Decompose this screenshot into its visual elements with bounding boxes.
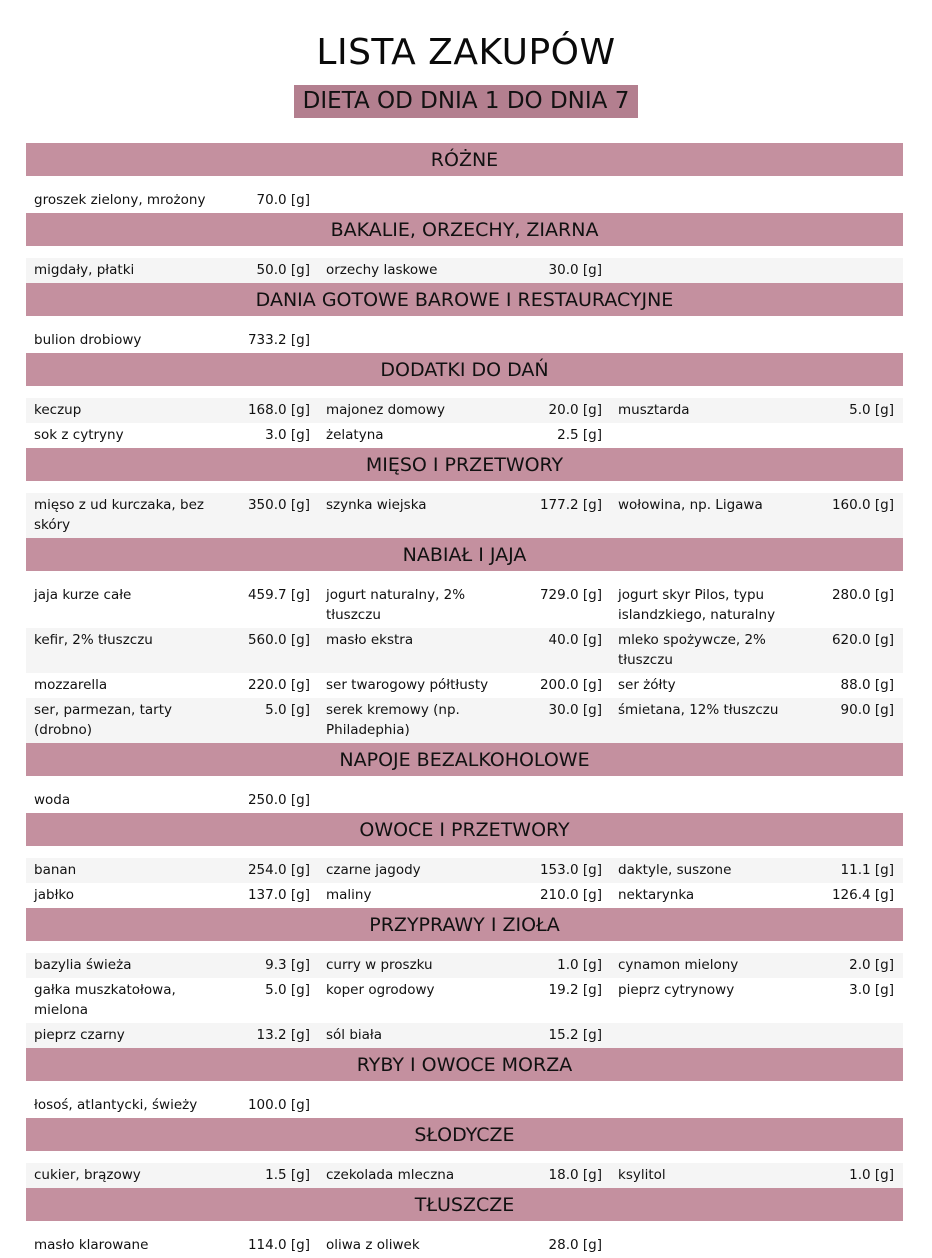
item-name: pieprz cytrynowy	[618, 982, 735, 998]
list-item	[610, 585, 902, 625]
section-spacer	[26, 386, 903, 398]
item-quantity: 137.0 [g]	[247, 887, 310, 903]
list-item	[318, 980, 610, 1020]
item-quantity: 250.0 [g]	[247, 792, 310, 808]
section-header: NABIAŁ I JAJA	[26, 538, 903, 571]
table-row	[26, 1093, 903, 1118]
item-quantity: 254.0 [g]	[247, 862, 310, 878]
list-item	[318, 425, 610, 445]
item-quantity: 5.0 [g]	[265, 982, 310, 998]
table-row	[26, 583, 903, 628]
list-item	[26, 260, 318, 280]
item-name: jogurt skyr Pilos, typu islandzkiego, naturalny	[618, 587, 776, 623]
section-header: DODATKI DO DAŃ	[26, 353, 903, 386]
list-item	[26, 190, 318, 210]
page-title: LISTA ZAKUPÓW	[316, 32, 616, 73]
list-item	[610, 1165, 902, 1185]
list-item	[26, 1095, 318, 1115]
item-name: bulion drobiowy	[34, 332, 142, 348]
list-item	[26, 1235, 318, 1255]
list-item	[318, 700, 610, 740]
diet-range-subtitle: DIETA OD DNIA 1 DO DNIA 7	[294, 85, 639, 118]
section-header: RYBY I OWOCE MORZA	[26, 1048, 903, 1081]
list-item	[26, 330, 318, 350]
item-name: masło ekstra	[326, 632, 414, 648]
subtitle-wrapper	[0, 85, 932, 118]
item-quantity: 3.0 [g]	[265, 427, 310, 443]
table-row	[26, 188, 903, 213]
list-item	[318, 955, 610, 975]
item-quantity: 5.0 [g]	[849, 402, 894, 418]
list-item	[610, 955, 902, 975]
item-quantity: 560.0 [g]	[247, 632, 310, 648]
section-spacer	[26, 316, 903, 328]
item-name: mozzarella	[34, 677, 108, 693]
item-name: szynka wiejska	[326, 497, 427, 513]
list-item	[318, 1025, 610, 1045]
item-quantity: 30.0 [g]	[548, 702, 602, 718]
list-item	[26, 980, 318, 1020]
item-quantity: 13.2 [g]	[256, 1027, 310, 1043]
item-quantity: 729.0 [g]	[539, 587, 602, 603]
section-header: MIĘSO I PRZETWORY	[26, 448, 903, 481]
list-item	[26, 425, 318, 445]
section-header: SŁODYCZE	[26, 1118, 903, 1151]
section-header: TŁUSZCZE	[26, 1188, 903, 1221]
item-quantity: 40.0 [g]	[548, 632, 602, 648]
list-item	[610, 885, 902, 905]
list-item	[610, 700, 902, 740]
item-name: gałka muszkatołowa, mielona	[34, 982, 176, 1018]
item-quantity: 2.5 [g]	[557, 427, 602, 443]
item-name: daktyle, suszone	[618, 862, 732, 878]
item-name: masło klarowane	[34, 1237, 149, 1253]
table-row	[26, 398, 903, 423]
item-quantity: 160.0 [g]	[831, 497, 894, 513]
item-name: jogurt naturalny, 2% tłuszczu	[326, 587, 466, 623]
item-quantity: 28.0 [g]	[548, 1237, 602, 1253]
list-item	[26, 495, 318, 535]
item-quantity: 350.0 [g]	[247, 497, 310, 513]
table-row	[26, 258, 903, 283]
item-name: woda	[34, 792, 71, 808]
list-item	[610, 630, 902, 670]
section-header: NAPOJE BEZALKOHOLOWE	[26, 743, 903, 776]
item-quantity: 200.0 [g]	[539, 677, 602, 693]
item-name: keczup	[34, 402, 82, 418]
list-item	[26, 1165, 318, 1185]
item-quantity: 3.0 [g]	[849, 982, 894, 998]
item-name: ksylitol	[618, 1167, 666, 1183]
item-quantity: 19.2 [g]	[548, 982, 602, 998]
item-name: ser twarogowy półtłusty	[326, 677, 489, 693]
item-quantity: 210.0 [g]	[539, 887, 602, 903]
item-name: migdały, płatki	[34, 262, 135, 278]
list-item	[26, 790, 318, 810]
section-spacer	[26, 1151, 903, 1163]
list-item	[26, 585, 318, 625]
list-item	[318, 260, 610, 280]
table-row	[26, 328, 903, 353]
item-quantity: 15.2 [g]	[548, 1027, 602, 1043]
list-item	[610, 495, 902, 535]
list-item	[318, 630, 610, 670]
section-spacer	[26, 176, 903, 188]
item-quantity: 90.0 [g]	[840, 702, 894, 718]
table-row	[26, 788, 903, 813]
list-item	[610, 860, 902, 880]
list-item	[610, 400, 902, 420]
item-quantity: 18.0 [g]	[548, 1167, 602, 1183]
section-spacer	[26, 941, 903, 953]
section-header: DANIA GOTOWE BAROWE I RESTAURACYJNE	[26, 283, 903, 316]
item-quantity: 50.0 [g]	[256, 262, 310, 278]
item-name: ser, parmezan, tarty (drobno)	[34, 702, 172, 738]
item-name: majonez domowy	[326, 402, 445, 418]
item-quantity: 733.2 [g]	[247, 332, 310, 348]
table-row	[26, 883, 903, 908]
item-name: łosoś, atlantycki, świeży	[34, 1097, 198, 1113]
list-item	[26, 700, 318, 740]
table-row	[26, 1163, 903, 1188]
item-name: jabłko	[34, 887, 75, 903]
item-quantity: 1.0 [g]	[849, 1167, 894, 1183]
list-item	[318, 860, 610, 880]
item-name: mleko spożywcze, 2% tłuszczu	[618, 632, 766, 668]
item-quantity: 126.4 [g]	[831, 887, 894, 903]
list-item	[318, 495, 610, 535]
table-row	[26, 698, 903, 743]
item-quantity: 88.0 [g]	[840, 677, 894, 693]
item-name: mięso z ud kurczaka, bez skóry	[34, 497, 204, 533]
item-quantity: 100.0 [g]	[247, 1097, 310, 1113]
item-name: ser żółty	[618, 677, 676, 693]
list-item	[318, 1165, 610, 1185]
list-item	[26, 400, 318, 420]
item-quantity: 20.0 [g]	[548, 402, 602, 418]
section-header: RÓŻNE	[26, 143, 903, 176]
item-name: wołowina, np. Ligawa	[618, 497, 763, 513]
item-quantity: 30.0 [g]	[548, 262, 602, 278]
item-name: maliny	[326, 887, 372, 903]
item-name: orzechy laskowe	[326, 262, 438, 278]
item-quantity: 220.0 [g]	[247, 677, 310, 693]
list-item	[318, 885, 610, 905]
item-name: groszek zielony, mrożony	[34, 192, 206, 208]
item-name: koper ogrodowy	[326, 982, 435, 998]
table-row	[26, 978, 903, 1023]
item-quantity: 1.5 [g]	[265, 1167, 310, 1183]
list-item	[318, 585, 610, 625]
list-item	[26, 630, 318, 670]
item-quantity: 459.7 [g]	[247, 587, 310, 603]
list-item	[318, 400, 610, 420]
section-header: BAKALIE, ORZECHY, ZIARNA	[26, 213, 903, 246]
item-quantity: 11.1 [g]	[840, 862, 894, 878]
item-quantity: 9.3 [g]	[265, 957, 310, 973]
list-item	[318, 1235, 610, 1255]
section-spacer	[26, 571, 903, 583]
item-name: jaja kurze całe	[34, 587, 132, 603]
list-item	[26, 860, 318, 880]
item-name: banan	[34, 862, 77, 878]
shopping-list	[26, 143, 903, 1258]
section-spacer	[26, 246, 903, 258]
item-name: czekolada mleczna	[326, 1167, 455, 1183]
item-name: pieprz czarny	[34, 1027, 125, 1043]
section-spacer	[26, 776, 903, 788]
item-name: kefir, 2% tłuszczu	[34, 632, 153, 648]
item-quantity: 1.0 [g]	[557, 957, 602, 973]
item-name: czarne jagody	[326, 862, 421, 878]
table-row	[26, 493, 903, 538]
list-item	[610, 675, 902, 695]
item-quantity: 153.0 [g]	[539, 862, 602, 878]
section-spacer	[26, 846, 903, 858]
item-quantity: 620.0 [g]	[831, 632, 894, 648]
item-name: nektarynka	[618, 887, 695, 903]
item-name: serek kremowy (np. Philadephia)	[326, 702, 460, 738]
item-name: oliwa z oliwek	[326, 1237, 420, 1253]
item-quantity: 280.0 [g]	[831, 587, 894, 603]
item-name: curry w proszku	[326, 957, 433, 973]
list-item	[26, 675, 318, 695]
section-spacer	[26, 481, 903, 493]
item-quantity: 114.0 [g]	[247, 1237, 310, 1253]
list-item	[318, 675, 610, 695]
item-quantity: 168.0 [g]	[247, 402, 310, 418]
item-name: żelatyna	[326, 427, 384, 443]
item-name: cukier, brązowy	[34, 1167, 141, 1183]
table-row	[26, 1233, 903, 1258]
table-row	[26, 953, 903, 978]
list-item	[610, 980, 902, 1020]
table-row	[26, 858, 903, 883]
item-name: sok z cytryny	[34, 427, 124, 443]
list-item	[26, 1025, 318, 1045]
section-header: OWOCE I PRZETWORY	[26, 813, 903, 846]
item-name: musztarda	[618, 402, 690, 418]
section-spacer	[26, 1081, 903, 1093]
item-name: śmietana, 12% tłuszczu	[618, 702, 779, 718]
section-spacer	[26, 1221, 903, 1233]
table-row	[26, 673, 903, 698]
table-row	[26, 423, 903, 448]
item-name: sól biała	[326, 1027, 383, 1043]
item-name: bazylia świeża	[34, 957, 132, 973]
list-item	[26, 885, 318, 905]
item-quantity: 177.2 [g]	[539, 497, 602, 513]
list-item	[26, 955, 318, 975]
item-quantity: 2.0 [g]	[849, 957, 894, 973]
section-header: PRZYPRAWY I ZIOŁA	[26, 908, 903, 941]
item-quantity: 70.0 [g]	[256, 192, 310, 208]
table-row	[26, 1023, 903, 1048]
item-name: cynamon mielony	[618, 957, 739, 973]
item-quantity: 5.0 [g]	[265, 702, 310, 718]
table-row	[26, 628, 903, 673]
